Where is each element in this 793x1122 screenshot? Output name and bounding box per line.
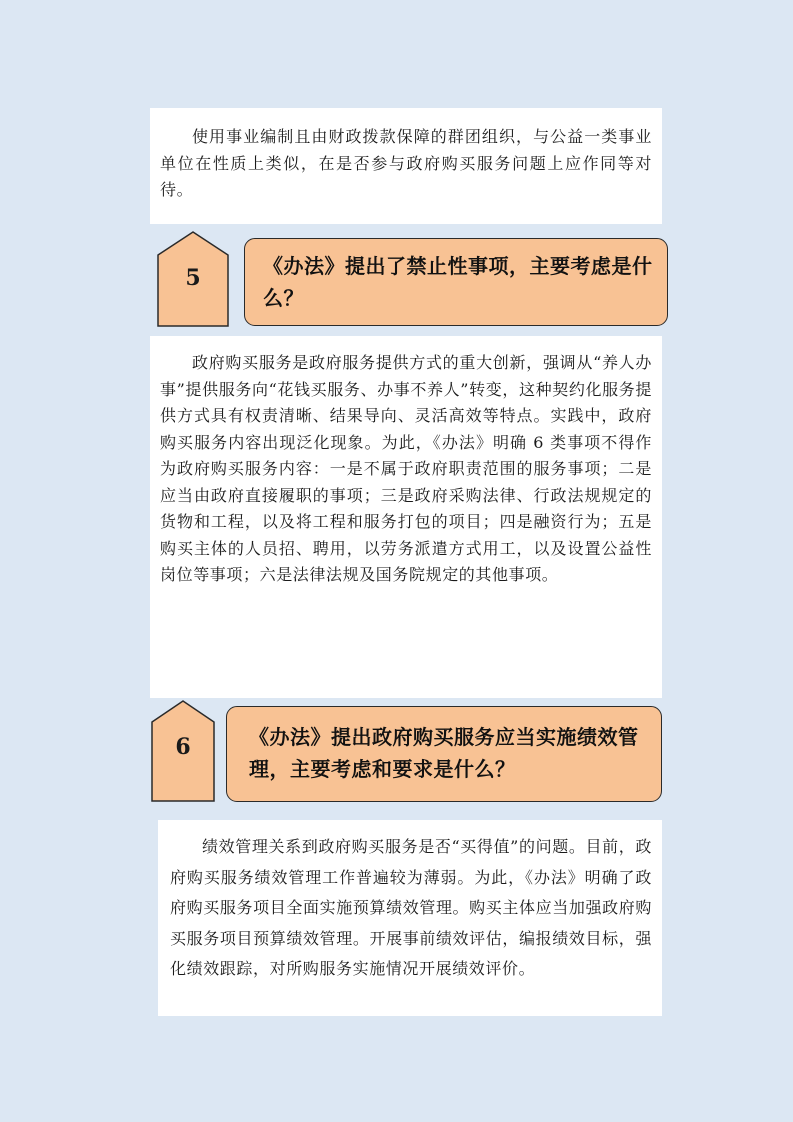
section-6-number: 6 <box>175 734 191 760</box>
section-5-number-badge <box>157 231 229 327</box>
section-6-answer: 绩效管理关系到政府购买服务是否“买得值”的问题。目前，政府购买服务绩效管理工作普遍较为薄弱。为此，《办法》明确了政府购买服务项目全面实施预算绩效管理。购买主体应当加强政府购买服务项目预算绩效管理。开展事前绩效评估，编报绩效目标，强化绩效跟踪，对所购服务实施情况开展绩效评价。 <box>170 837 652 978</box>
intro-paragraph: 使用事业编制且由财政拨款保障的群团组织，与公益一类事业单位在性质上类似，在是否参与政府购买服务问题上应作同等对待。 <box>160 127 652 199</box>
section-5-question: 《办法》提出了禁止性事项，主要考虑是什么？ <box>263 254 653 310</box>
section-5-answer-block <box>150 336 662 698</box>
section-5-answer: 政府购买服务是政府服务提供方式的重大创新，强调从“养人办事”提供服务向“花钱买服务、办事不养人”转变，这种契约化服务提供方式具有权责清晰、结果导向、灵活高效等特点。实践中，政府购买服务内容出现泛化现象。为此，《办法》明确 6 类事项不得作为政府购买服务内容：一是不属于政府职责范围的服务事项；二是应当由政府直接履职的事项；三是政府采购法律、行政法规规定的货物和工程，以及将工程和服务打包的项目；四是融资行为；五是购买主体的人员招、聘用，以劳务派遣方式用工，以及设置公益性岗位等事项；六是法律法规及国务院规定的其他事项。 <box>160 353 652 584</box>
section-6-question-box <box>226 706 662 802</box>
section-6-number-badge <box>151 700 215 802</box>
section-6-question: 《办法》提出政府购买服务应当实施绩效管理，主要考虑和要求是什么？ <box>249 725 639 781</box>
section-5-number: 5 <box>185 265 201 291</box>
section-6-answer-block <box>158 820 662 1016</box>
section-5-question-box <box>244 238 668 326</box>
intro-text-block <box>150 108 662 224</box>
